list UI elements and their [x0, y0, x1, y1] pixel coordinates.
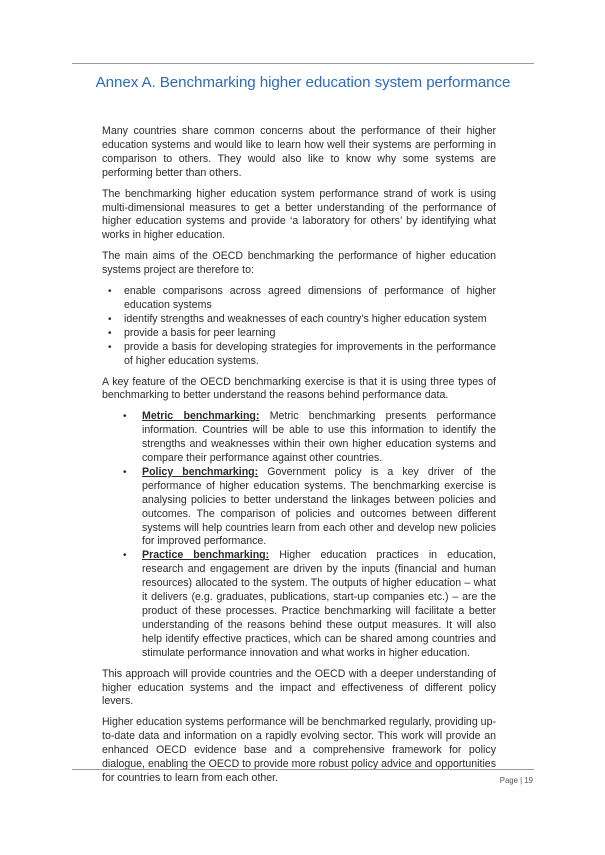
list-item-text: enable comparisons across agreed dimensions of performance of higher education systems	[124, 285, 496, 311]
header-rule	[72, 63, 534, 64]
term-description: Metric benchmarking presents performance information. Countries will be able to use this information to identify the strengths and weaknesses within their own higher education systems and compare their performance against other countries.	[142, 410, 496, 465]
term-metric: Metric benchmarking:	[142, 410, 260, 423]
term-practice: Practice benchmarking:	[142, 549, 270, 562]
term-description: Government policy is a key driver of the performance of higher education systems. The benchmarking exercise is analysing policies to better understand the linkages between policies and outcomes. The comparison of policies and outcomes between different systems will help countries learn from each other and develop new policies for improved performance.	[142, 465, 496, 548]
paragraph-regular: Higher education systems performance will be benchmarked regularly, providing up-to-date data and information on a rapidly evolving sector. This work will provide an enhanced OECD evidence base and a comprehensive framework for policy dialogue, enabling the OECD to provide more robust policy advice and opportunities for countries to learn from each other.	[102, 716, 496, 784]
term-policy: Policy benchmarking:	[142, 465, 259, 478]
list-item-text: provide a basis for developing strategies for improvements in the performance of higher education systems.	[124, 340, 496, 367]
page-body	[102, 125, 496, 793]
list-item	[102, 410, 496, 466]
benchmarking-types-list	[102, 410, 496, 660]
list-item	[102, 285, 496, 313]
list-item-text: identify strengths and weaknesses of each country’s higher education system	[124, 312, 487, 325]
bullet-icon: •	[123, 550, 127, 562]
list-item	[102, 341, 496, 369]
list-item	[102, 313, 496, 327]
list-item-text: provide a basis for peer learning	[124, 326, 276, 339]
bullet-icon: •	[108, 313, 112, 325]
bullet-icon: •	[123, 466, 127, 478]
list-item	[102, 466, 496, 549]
aims-list	[102, 285, 496, 368]
term-description: Higher education practices in education, research and engagement are driven by the inputs (financial and human resources) allocated to the system. The outputs of higher education – what it delivers (e.g. graduates, publications, start-up companies etc.) – are the product of these processes. Practice benchmarking will facilitate a better understanding of the reasons behind these output measures. It will also help identify effective practices, which can be shared among countries and stimulate performance innovation and what works in higher education.	[142, 549, 496, 659]
list-item	[102, 549, 496, 660]
paragraph-key-feature: A key feature of the OECD benchmarking exercise is that it is using three types of benchmarking to better understand the reasons behind performance data.	[102, 375, 496, 402]
paragraph-aims-intro: The main aims of the OECD benchmarking the performance of higher education systems project are therefore to:	[102, 250, 496, 277]
page-title: Annex A. Benchmarking higher education system performance	[95, 74, 511, 91]
paragraph-approach: This approach will provide countries and the OECD with a deeper understanding of higher education systems and the impact and effectiveness of different policy levers.	[102, 667, 496, 708]
bullet-icon: •	[108, 286, 112, 298]
bullet-icon: •	[108, 341, 112, 353]
bullet-icon: •	[108, 327, 112, 339]
paragraph-intro: Many countries share common concerns about the performance of their higher education systems and would like to learn how well their systems are performing in comparison to others. They would also like to know why some systems are performing better than others.	[102, 125, 496, 179]
list-item	[102, 327, 496, 341]
paragraph-strand: The benchmarking higher education system performance strand of work is using multi-dimensional measures to get a better understanding of the performance of higher education systems and provide ‘a laboratory for others’ by identifying what works in higher education.	[102, 187, 496, 242]
footer-rule	[72, 769, 534, 770]
page-number: Page | 19	[499, 776, 533, 785]
bullet-icon: •	[123, 411, 127, 423]
